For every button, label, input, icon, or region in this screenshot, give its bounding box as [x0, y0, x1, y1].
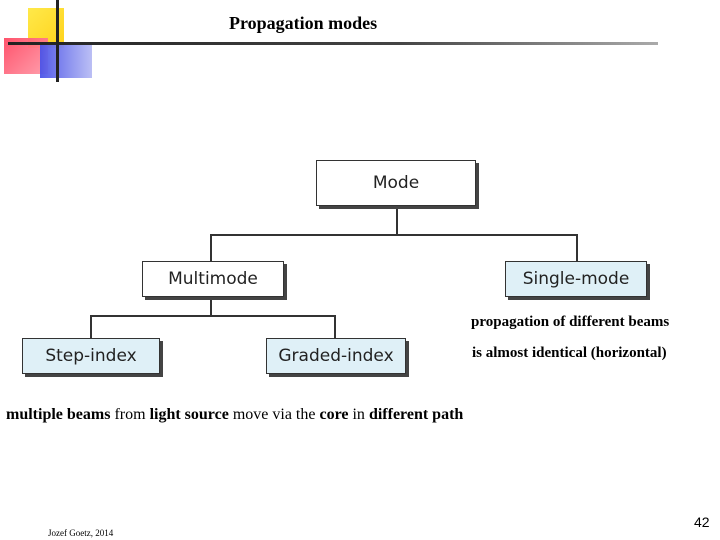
node-step-index: Step-index	[22, 338, 160, 374]
multimode-note-part7: different path	[368, 406, 464, 423]
connector-level1-bar	[210, 234, 578, 236]
single-mode-note-line1: propagation of different beams	[471, 314, 670, 330]
decor-horizontal-rule	[8, 42, 658, 45]
node-graded-index: Graded-index	[266, 338, 406, 374]
multimode-note-part4: move via the	[228, 406, 320, 423]
page-number: 42	[694, 514, 710, 530]
multimode-note-part5: core	[319, 406, 349, 423]
multimode-note-part2: from	[110, 406, 150, 423]
multimode-note-part1: multiple beams	[6, 406, 111, 423]
node-mode: Mode	[316, 160, 476, 206]
multimode-note-part3: light source	[149, 406, 229, 423]
node-single-mode: Single-mode	[505, 261, 647, 297]
slide-title: Propagation modes	[229, 13, 378, 33]
connector-to-single-mode	[576, 234, 578, 261]
connector-root-down	[396, 209, 398, 235]
connector-multimode-down	[210, 300, 212, 316]
connector-level2-bar	[90, 315, 336, 317]
multimode-note	[6, 406, 463, 424]
multimode-note-part6: in	[348, 406, 369, 423]
connector-to-graded-index	[334, 315, 336, 338]
node-multimode: Multimode	[142, 261, 284, 297]
decor-blue-square	[40, 42, 92, 78]
single-mode-note-line2: is almost identical (horizontal)	[472, 345, 667, 361]
footer-author: Jozef Goetz, 2014	[48, 528, 114, 538]
decor-vertical-rule	[56, 0, 59, 82]
connector-to-step-index	[90, 315, 92, 338]
connector-to-multimode	[210, 234, 212, 261]
